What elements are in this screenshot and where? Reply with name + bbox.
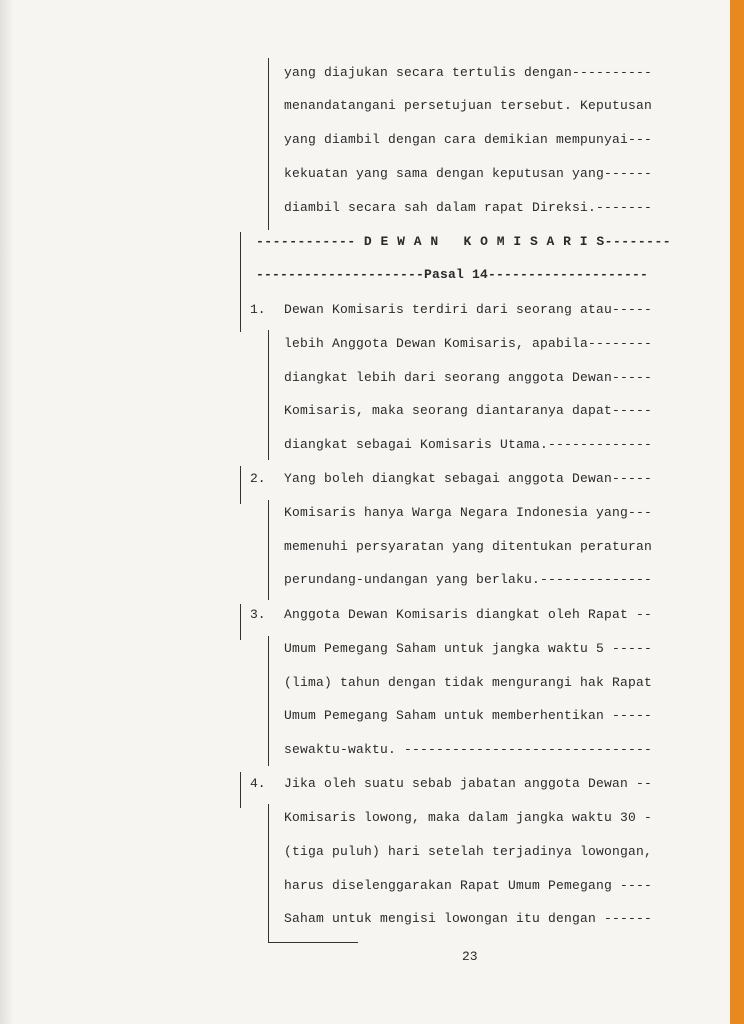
text-line: yang diambil dengan cara demikian mempunyai--- bbox=[284, 132, 653, 147]
text-line: Dewan Komisaris terdiri dari seorang atau----- bbox=[284, 302, 653, 317]
page-number: 23 bbox=[462, 949, 478, 964]
text-line: perundang-undangan yang berlaku.-------------- bbox=[284, 572, 653, 587]
text-line: memenuhi persyaratan yang ditentukan peraturan bbox=[284, 539, 653, 554]
margin-rule bbox=[268, 500, 269, 600]
item-number: 3. bbox=[250, 607, 266, 622]
margin-rule bbox=[268, 636, 269, 766]
section-heading: ------------ D E W A N K O M I S A R I S-------- bbox=[256, 234, 672, 249]
text-line: Umum Pemegang Saham untuk memberhentikan ----- bbox=[284, 708, 653, 723]
margin-rule bbox=[240, 604, 241, 640]
margin-rule bbox=[240, 232, 241, 332]
binding-shadow bbox=[0, 0, 14, 1024]
text-line: Saham untuk mengisi lowongan itu dengan ------ bbox=[284, 911, 653, 926]
text-line: Komisaris lowong, maka dalam jangka waktu 30 - bbox=[284, 810, 653, 825]
text-line: Jika oleh suatu sebab jabatan anggota Dewan -- bbox=[284, 776, 653, 791]
item-number: 1. bbox=[250, 302, 266, 317]
text-line: sewaktu-waktu. ------------------------------- bbox=[284, 742, 653, 757]
text-line: diangkat lebih dari seorang anggota Dewan----- bbox=[284, 370, 653, 385]
text-line: (lima) tahun dengan tidak mengurangi hak Rapat bbox=[284, 675, 653, 690]
margin-rule bbox=[268, 804, 269, 942]
text-line: menandatangani persetujuan tersebut. Keputusan bbox=[284, 98, 653, 113]
text-line: Anggota Dewan Komisaris diangkat oleh Rapat -- bbox=[284, 607, 653, 622]
text-line: lebih Anggota Dewan Komisaris, apabila-------- bbox=[284, 336, 653, 351]
margin-rule bbox=[268, 58, 269, 230]
text-line: harus diselenggarakan Rapat Umum Pemegang ---- bbox=[284, 878, 653, 893]
text-line: Umum Pemegang Saham untuk jangka waktu 5 ----- bbox=[284, 641, 653, 656]
margin-rule bbox=[240, 772, 241, 808]
margin-rule bbox=[240, 466, 241, 504]
item-number: 2. bbox=[250, 471, 266, 486]
text-line: Yang boleh diangkat sebagai anggota Dewan----- bbox=[284, 471, 653, 486]
text-line: Komisaris, maka seorang diantaranya dapat----- bbox=[284, 403, 653, 418]
text-line: diambil secara sah dalam rapat Direksi.------- bbox=[284, 200, 653, 215]
orange-edge bbox=[730, 0, 744, 1024]
text-line: (tiga puluh) hari setelah terjadinya lowongan, bbox=[284, 844, 653, 859]
text-line: kekuatan yang sama dengan keputusan yang------ bbox=[284, 166, 653, 181]
article-heading: ---------------------Pasal 14-------------------- bbox=[256, 267, 649, 282]
item-number: 4. bbox=[250, 776, 266, 791]
text-line: diangkat sebagai Komisaris Utama.------------- bbox=[284, 437, 653, 452]
text-line: yang diajukan secara tertulis dengan---------- bbox=[284, 65, 653, 80]
text-line: Komisaris hanya Warga Negara Indonesia yang--- bbox=[284, 505, 653, 520]
margin-rule bbox=[268, 942, 358, 943]
margin-rule bbox=[268, 330, 269, 460]
